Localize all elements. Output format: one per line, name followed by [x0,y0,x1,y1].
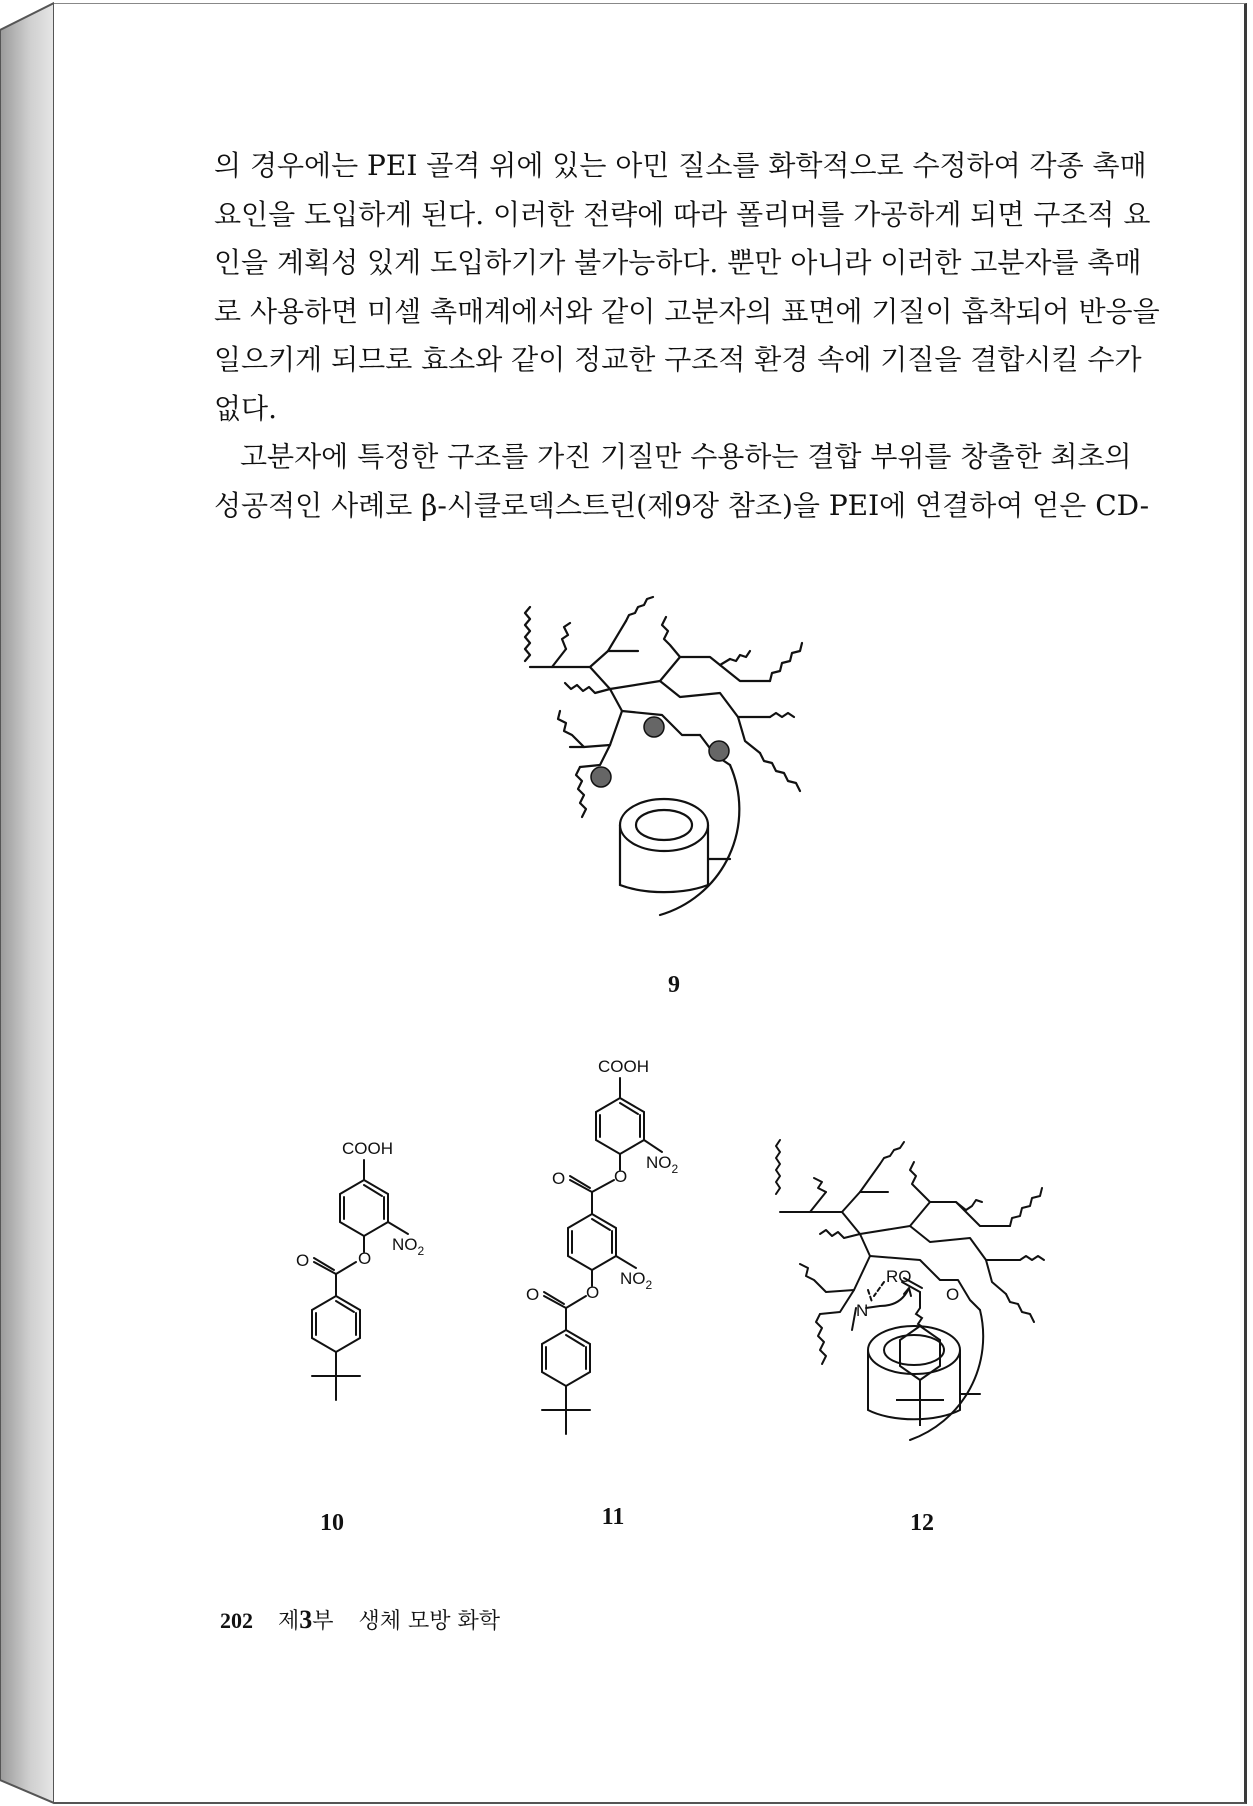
ester-oxygen-label-top: O [614,1167,628,1186]
text-line: 로 사용하면 미셀 촉매계에서와 같이 고분자의 표면에 기질이 흡착되어 반응을 [214,294,1160,328]
figure-9-pei-cyclodextrin [520,585,820,925]
ro-label: RO [886,1267,912,1286]
figure-12-label: 12 [910,1510,934,1536]
cooh-label: COOH [598,1057,649,1076]
text-line: 인을 계획성 있게 도입하기가 불가능하다. 뿐만 아니라 이러한 고분자를 촉매 [214,246,1142,279]
text-line: 요인을 도입하게 된다. 이러한 전략에 따라 폴리머를 가공하게 되면 구조적 요 [214,197,1151,231]
carbonyl-oxygen-label-bottom: O [526,1285,540,1304]
part-number: 3 [299,1605,313,1634]
figure-9-label: 9 [668,972,680,998]
carbonyl-oxygen-label: O [296,1251,310,1270]
no2-label-bottom: $NO_2$ [620,1269,653,1292]
figure-10-label: 10 [320,1510,344,1536]
nitrogen-label: N [856,1301,869,1320]
body-text [214,142,1160,530]
figure-10-structure [280,1130,460,1450]
carbonyl-oxygen-label: O [946,1285,960,1304]
text-line: 성공적인 사례로 β-시클로덱스트린(제9장 참조)을 PEI에 연결하여 얻은 CD- [214,488,1150,522]
text-line: 의 경우에는 PEI 골격 위에 있는 아민 질소를 화학적으로 수정하여 각종 촉매 [214,149,1147,182]
no2-label: $NO_2$ [392,1235,425,1258]
text-line: 일으키게 되므로 효소와 같이 정교한 구조적 환경 속에 기질을 결합시킬 수가 [214,343,1142,376]
cooh-label: COOH [342,1139,393,1158]
page-number: 202 [220,1608,253,1633]
part-suffix: 부 [312,1609,334,1634]
part-title: 생체 모방 화학 [358,1609,501,1634]
paragraph-2 [214,433,1150,530]
carbonyl-oxygen-label-top: O [552,1169,566,1188]
text-line: 없다. [214,391,277,425]
ester-oxygen-label: O [358,1249,372,1268]
paragraph-1 [214,142,1160,433]
ester-oxygen-label-bottom: O [586,1283,600,1302]
figure-11-structure [510,1050,710,1490]
text-line: 고분자에 특정한 구조를 가진 기질만 수용하는 결합 부위를 창출한 최초의 [240,440,1132,473]
figure-12-bound-complex [770,1130,1060,1450]
book-spine [0,0,54,1806]
page-footer [220,1604,500,1635]
part-prefix: 제 [278,1609,300,1634]
figure-11-label: 11 [601,1504,625,1530]
no2-label-top: $NO_2$ [646,1153,679,1176]
